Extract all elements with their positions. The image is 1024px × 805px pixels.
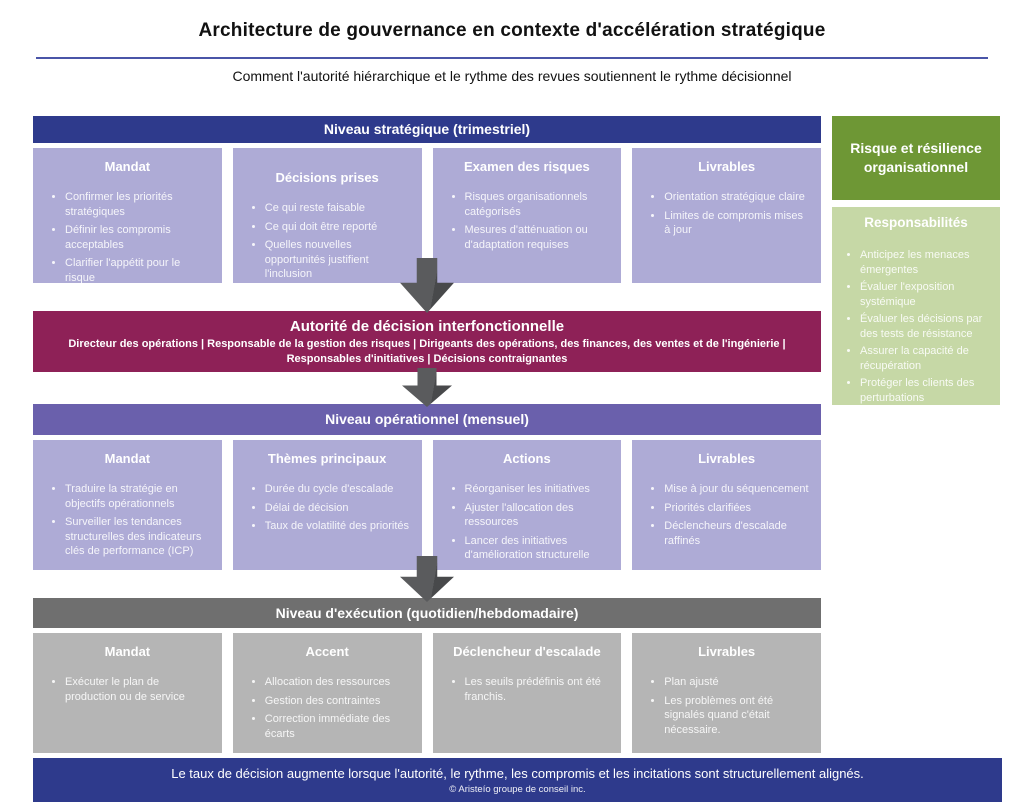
card-bullet: • Plan ajusté [664, 675, 809, 690]
card-strategic-livrables [632, 148, 821, 283]
card-bullet-list [644, 482, 809, 548]
card-bullet: • Allocation des ressources [265, 675, 410, 690]
page-subtitle: Comment l'autorité hiérarchique et le rythme des revues soutiennent le rythme décisionnel [232, 68, 792, 84]
card-title: Déclencheur d'escalade [453, 644, 601, 659]
card-bullet: • Orientation stratégique claire [664, 190, 809, 205]
footer-banner [33, 758, 1002, 802]
card-execution-livrables [632, 633, 821, 753]
card-title: Mandat [104, 644, 151, 659]
card-execution-mandat [33, 633, 222, 753]
strategic-level-header: Niveau stratégique (trimestriel) [33, 116, 821, 143]
operational-cards-row [33, 440, 821, 570]
sidebar-bullet: • Évaluer l'exposition systémique [860, 280, 990, 309]
card-title: Accent [305, 644, 349, 659]
card-bullet: • Durée du cycle d'escalade [265, 482, 410, 497]
card-title: Décisions prises [275, 170, 379, 185]
card-bullet-list [245, 482, 410, 534]
authority-banner [33, 311, 821, 372]
sidebar-bullet: • Protéger les clients des perturbations [860, 376, 990, 405]
card-bullet: • Limites de compromis mises à jour [664, 209, 809, 238]
card-bullet-list [45, 190, 210, 285]
card-bullet: • Les problèmes ont été signalés quand c'était nécessaire. [664, 694, 809, 738]
card-bullet: • Ajuster l'allocation des ressources [465, 501, 610, 530]
card-bullet: • Gestion des contraintes [265, 694, 410, 709]
sidebar-responsibilities-title: Responsabilités [864, 215, 968, 230]
card-bullet: • Traduire la stratégie en objectifs opérationnels [65, 482, 210, 511]
authority-subtitle: Directeur des opérations | Responsable de la gestion des risques | Dirigeants des opérations, des finances, des ventes et de l'ingénierie | Responsables d'initiatives | Décisions contraignantes [68, 338, 786, 365]
card-strategic-risques [433, 148, 622, 283]
card-execution-declencheur [433, 633, 622, 753]
card-bullet-list [445, 482, 610, 563]
card-bullet: • Quelles nouvelles opportunités justifient l'inclusion [265, 238, 410, 282]
footer-statement: Le taux de décision augmente lorsque l'autorité, le rythme, les compromis et les incitations sont structurellement alignés. [171, 766, 864, 781]
card-bullet: • Mesures d'atténuation ou d'adaptation requises [465, 223, 610, 252]
card-title: Livrables [698, 159, 756, 174]
card-title: Mandat [104, 159, 151, 174]
card-operational-livrables [632, 440, 821, 570]
sidebar-risk-title: Risque et résilience organisationnel [850, 140, 982, 175]
card-bullet: • Mise à jour du séquencement [664, 482, 809, 497]
sidebar-bullet: • Anticipez les menaces émergentes [860, 248, 990, 277]
card-operational-themes [233, 440, 422, 570]
sidebar-bullet: • Évaluer les décisions par des tests de résistance [860, 312, 990, 341]
sidebar-risk-title-box [832, 116, 1000, 200]
card-title: Livrables [698, 644, 756, 659]
card-bullet: • Taux de volatilité des priorités [265, 519, 410, 534]
execution-level-header: Niveau d'exécution (quotidien/hebdomadaire) [33, 598, 821, 628]
card-title: Thèmes principaux [267, 451, 387, 466]
card-strategic-mandat [33, 148, 222, 283]
card-bullet: • Les seuils prédéfinis ont été franchis. [465, 675, 610, 704]
card-bullet: • Ce qui doit être reporté [265, 220, 410, 235]
card-bullet-list [45, 675, 210, 704]
title-divider [36, 57, 988, 59]
card-bullet-list [445, 675, 610, 704]
sidebar-bullet: • Assurer la capacité de récupération [860, 344, 990, 373]
card-bullet: • Correction immédiate des écarts [265, 712, 410, 741]
card-operational-actions [433, 440, 622, 570]
card-title: Actions [503, 451, 551, 466]
card-bullet: • Ce qui reste faisable [265, 201, 410, 216]
card-bullet: • Définir les compromis acceptables [65, 223, 210, 252]
card-bullet-list [445, 190, 610, 252]
card-title: Mandat [104, 451, 151, 466]
card-bullet-list [245, 201, 410, 282]
card-bullet: • Réorganiser les initiatives [465, 482, 610, 497]
page-title: Architecture de gouvernance en contexte d'accélération stratégique [198, 20, 826, 41]
card-strategic-decisions [233, 148, 422, 283]
down-arrow-icon [402, 368, 452, 407]
card-bullet-list [644, 675, 809, 737]
card-bullet: • Délai de décision [265, 501, 410, 516]
card-bullet: • Clarifier l'appétit pour le risque [65, 256, 210, 285]
card-title: Livrables [698, 451, 756, 466]
card-operational-mandat [33, 440, 222, 570]
card-bullet-list [644, 190, 809, 238]
card-bullet: • Lancer des initiatives d'amélioration structurelle [465, 534, 610, 563]
sidebar-bullet-list [842, 248, 990, 405]
card-bullet: • Déclencheurs d'escalade raffinés [664, 519, 809, 548]
card-bullet: • Exécuter le plan de production ou de service [65, 675, 210, 704]
execution-cards-row [33, 633, 821, 753]
card-bullet: • Confirmer les priorités stratégiques [65, 190, 210, 219]
card-bullet: • Priorités clarifiées [664, 501, 809, 516]
card-execution-accent [233, 633, 422, 753]
operational-level-header: Niveau opérationnel (mensuel) [33, 404, 821, 435]
footer-copyright: © Aristeío groupe de conseil inc. [449, 784, 586, 795]
card-bullet: • Surveiller les tendances structurelles des indicateurs clés de performance (ICP) [65, 515, 210, 559]
sidebar-responsibilities-box [832, 207, 1000, 405]
card-title: Examen des risques [464, 159, 590, 174]
authority-title: Autorité de décision interfonctionnelle [289, 318, 565, 335]
card-bullet: • Risques organisationnels catégorisés [465, 190, 610, 219]
card-bullet-list [245, 675, 410, 741]
card-bullet-list [45, 482, 210, 559]
